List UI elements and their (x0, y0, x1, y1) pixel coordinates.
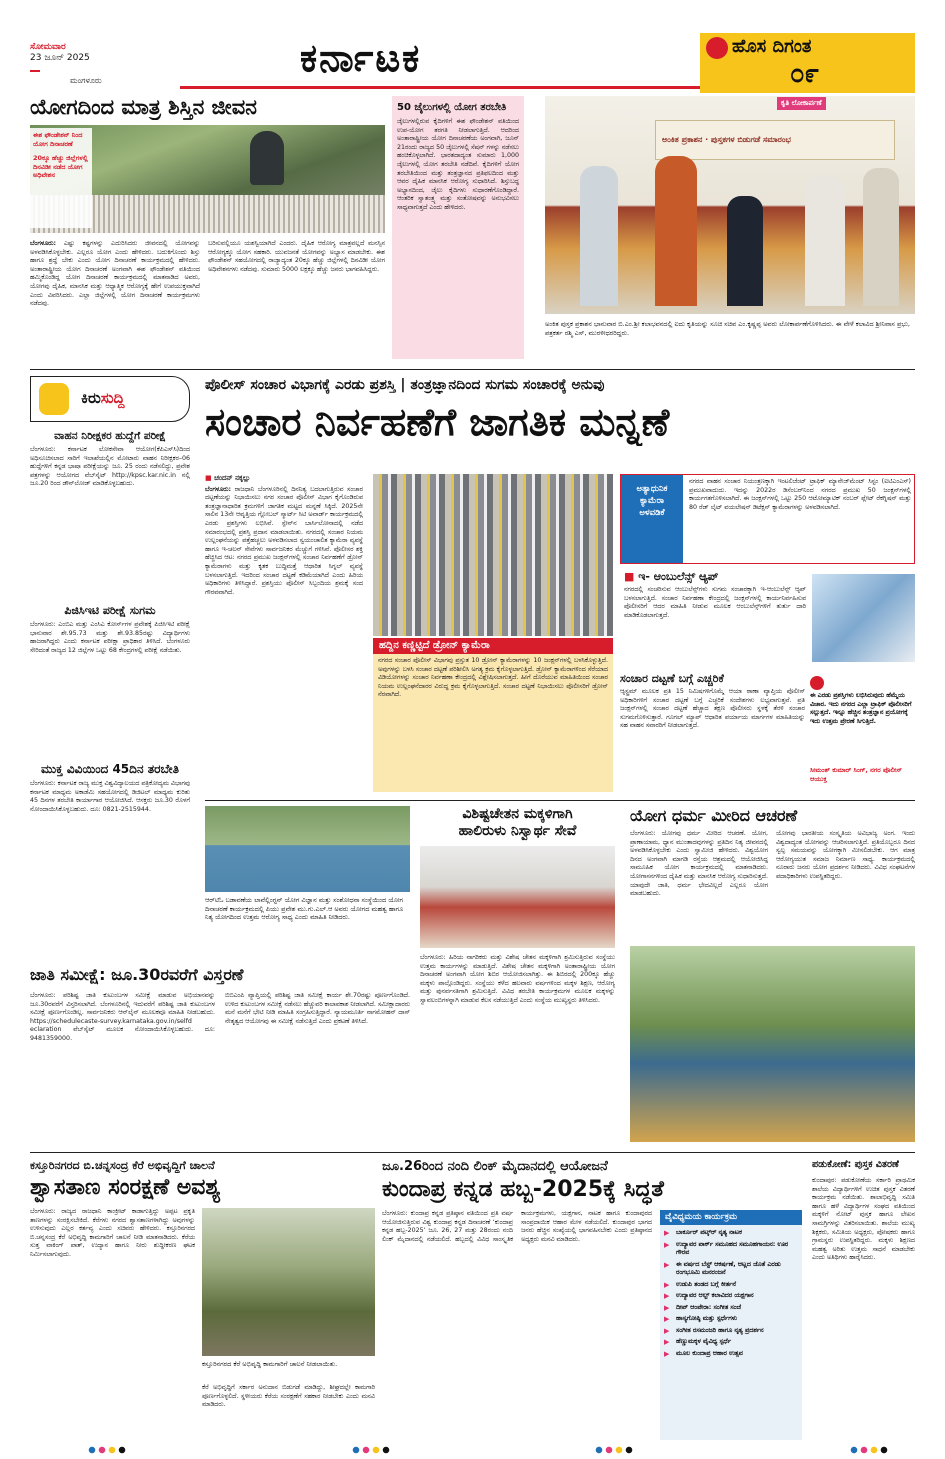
registration-marks-left (88, 1446, 128, 1454)
eambulance-text: ನಗರದಲ್ಲಿ ಸಂಚರಿಸುವ ಆಂಬುಲೆನ್ಸ್‌ಗಳು ಸುಗಮ ಸಂಚಾರಕ್ಕಾಗಿ ಇ-ಆಂಬುಲೆನ್ಸ್ ಆ್ಯಪ್ ಬಳಸಲಾಗುತ್ತಿದೆ. ಸಂಚಾರ ನಿರ್ವಹಣಾ ಕೇಂದ್ರದಲ್ಲಿ ಜಂಕ್ಷನ್‌ಗಳಲ್ಲಿ ಕಾರ್ಯನಿರ್ವಹಿಸುವ ಪೊಲೀಸರಿಗೆ ಆದರ ಮಾಹಿತಿ ನೀಡುವ ಮೂಲಕ ಆಂಬುಲೆನ್ಸ್‌ಗಳಿಗೆ ತುರ್ತು ದಾರಿ ಮಾಡಿಕೊಡಲಾಗುತ್ತದೆ. (624, 586, 806, 619)
brand-block (700, 33, 915, 93)
brand-name: ಹೊಸ ದಿಗಂತ (732, 36, 812, 57)
kiru-title-a: ಕಿರು (81, 389, 101, 407)
hands-story (420, 806, 615, 1146)
eambulance-box (620, 570, 915, 666)
kiru-item-3-text: ಬೆಂಗಳೂರು: ಕರ್ನಾಟಕ ರಾಜ್ಯ ಮುಕ್ತ ವಿಶ್ವವಿದ್ಯಾಲಯದ ಪತ್ರಿಕೋದ್ಯಮ ವಿಭಾಗವು ಕರ್ನಾಟಕ ಮಾಧ್ಯಮ ಅಕಾಡೆಮಿ ಸಹಯೋಗದಲ್ಲಿ ಡಿಜಿಟಲ್ ಮಾಧ್ಯಮ ಕುರಿತು 45 ದಿನಗಳ ತರಬೇತಿ ಕಾರ್ಯಾಗಾರ ಆಯೋಜಿಸಿದೆ. ಆಸಕ್ತರು ಜೂ.30 ರೊಳಗೆ ನೋಂದಾಯಿಸಿಕೊಳ್ಳಬಹುದು. ದೂ: 0821-2515944. (30, 780, 190, 813)
jail-box-text: ಜೈಲುಗಳಲ್ಲಿರುವ ಕೈದಿಗಳಿಗೆ ಈಶ ಫೌಂಡೇಶನ್ ವತಿಯಿಂದ ಉಪ-ಯೋಗ ತರಗತಿ ನೀಡಲಾಗುತ್ತಿದೆ. ಆದರಿಂದ ಅಂತಾರಾಷ್ಟ್ರೀಯ ಯೋಗ ದಿನಾಚರಣೆಯ ಅಂಗವಾಗಿ, ಜೂನ್ 21ರಂದು ರಾಜ್ಯದ 50 ಜೈಲುಗಳಲ್ಲಿ ಸೆಷನ್ ಗಳನ್ನು ನಡೆಸಲು ಹಂಚಿಕೊಳ್ಳಲಾಗಿದೆ. ಭಾರತದಾದ್ಯಂತ ಸುಮಾರು 1,000 ಜೈಲುಗಳಲ್ಲಿ ಯೋಗ ತರಬೇತಿ ನಡೆದಿವೆ. ಕೈದಿಗಳಿಗೆ ಯೋಗ ತರಬೇತಿಯಿಂದ ಮತ್ತು ತಂತ್ರಜ್ಞಾನದ ಪ್ರತಿಫಲದಿಂದ ಮತ್ತು ಆವರ ದೈಹಿಕ ಮಾನಸಿಕ ಆರೋಗ್ಯ ಸುಧಾರಿಸಿದೆ. ಶಿಸ್ತುಬದ್ಧ ಅಭ್ಯಾಸದಿಂದ, ಜೈಲು ಕೈದಿಗಳು ಸುಧಾರಣೆಗೊಂಡಿದ್ದಾರೆ. ಆಂತರಿಕ ಸ್ವಾತಂತ್ರ್ಯ ಮತ್ತು ಸಂತೋಷವನ್ನು ಅನುಭವಿಸಲು ಸಾಧ್ಯವಾಗುತ್ತದೆ ಎಂದು ಹೇಳಿದರು. (397, 118, 519, 211)
yoga-bullet-2: 20ಕ್ಕೂ ಹೆಚ್ಚು ಜಿಲ್ಲೆಗಳಲ್ಲಿ ದಿನವಿಡೀ ನಡೆದ ಯೋಗ ಅಧಿವೇಶನ (33, 154, 88, 179)
padukone-headline: ಪಡುಕೋಣೆ: ಪುಸ್ತಕ ವಿತರಣೆ (812, 1159, 899, 1170)
lake-kicker: ಕಸ್ತೂರಿನಗರದ ಬಿ.ಚನ್ನಸಂದ್ರ ಕೆರೆ ಅಭಿವೃದ್ಧಿಗೆ ಚಾಲನೆ (30, 1159, 215, 1172)
book-release-tag: ಕೃತಿ ಲೋಕಾರ್ಪಣೆ (777, 97, 826, 110)
traffic-story (205, 376, 915, 794)
masthead-left-line (30, 70, 40, 72)
program-item: ▶ ಉದ್ಯಾವರ ಆಲ್ಟ್ ಕಲಾವಿದರ ಯಕ್ಷಗಾನ (664, 1292, 798, 1301)
date-block (30, 42, 170, 72)
kiru-item-2-text: ಬೆಂಗಳೂರು: ಎಂಬಿಎ ಮತ್ತು ಎಂಸಿಎ ಕೋರ್ಸ್‌ಗಳ ಪ್ರವೇಶಕ್ಕೆ ಪಿಜಿಸಿಇಟಿ ಪರೀಕ್ಷೆ ಭಾನುವಾರ ಶೇ.95.73 ಮತ್ತು ಶೇ.93.85ರಷ್ಟು ವಿದ್ಯಾರ್ಥಿಗಳು ಹಾಜರಾಗಿದ್ದರು ಎಂದು ಕರ್ನಾಟಕ ಪರೀಕ್ಷಾ ಪ್ರಾಧಿಕಾರ ತಿಳಿಸಿದೆ. ಬೆಂಗಳೂರು ಸೇರಿದಂತೆ ರಾಜ್ಯದ 12 ಜಿಲ್ಲೆಗಳ ಒಟ್ಟು 68 ಕೇಂದ್ರಗಳಲ್ಲಿ ಪರೀಕ್ಷೆ ನಡೆಯಿತು. (30, 621, 190, 654)
divider-mid (205, 800, 915, 801)
program-item: ▶ ಬಾರ್ಕೂರ್ ಪಟ್ಕ್‌ರ್ ನೃತ್ಯ ನಾಟಕ (664, 1229, 798, 1238)
eambulance-title-text: ಇ- ಆಂಬುಲೆನ್ಸ್ ಆ್ಯಪ್ (638, 570, 719, 583)
program-item: ▶ ಉದ್ಯಾವರ ಪಾರ್ಕ್ ಸಮೂಹದ ಸಮೂಹಗಾಯನ: ಊರ ಗೌರವ (664, 1241, 798, 1258)
yoga-mats-photo (205, 806, 410, 892)
kiru-suddi-title (81, 389, 125, 407)
adiyogi-statue-icon (250, 131, 284, 185)
page-number: ೦೯ (790, 59, 820, 89)
book-release-caption: ಅಂಕಿತ ಪುಸ್ತಕ ಪ್ರಕಾಶನ ಭಾನುವಾರ ಬಿ.ಎಂ.ಶ್ರೀ ಕಲಾಭವನದಲ್ಲಿ ಐದು ಕೃತಿಯನ್ನು ಸೂಚಿ ಸಚಿವ ಎಂ.ಕೃಷ್ಣಪ್ಪ ಅವರು ಲೋಕಾರ್ಪಣೆಗೊಳಿಸಿದರು. ಈ ವೇಳೆ ಕಲಾವಿದ ಶ್ರೀನಿವಾಸ ಪ್ರಭು, ಪತ್ರಕರ್ತ ರಶ್ಮಿ ಎಸ್, ಮುರಳೀಧರರಿದ್ದರು. (545, 320, 910, 337)
dharma-photo (630, 946, 915, 1142)
dharma-headline: ಯೋಗ ಧರ್ಮ ಮೀರಿದ ಆಚರಣೆ (630, 806, 798, 825)
masthead-red-bar (180, 86, 700, 89)
kundapra-body: ಬೆಂಗಳೂರು: ಕುಂದಾಪ್ರ ಕನ್ನಡ ಪ್ರತಿಷ್ಠಾನ ವತಿಯಿಂದ ಪ್ರತಿ ವರ್ಷ ಆಯೋಜಿಸುತ್ತಿರುವ ವಿಶ್ವ ಕುಂದಾಪ್ರ ಕನ್ನಡ ದಿನಾಚರಣೆ ‘ಕುಂದಾಪ್ರ ಕನ್ನಡ ಹಬ್ಬ-2025’ ಜೂ. 26, 27 ಮತ್ತು 28ರಂದು ನಂದಿ ಲಿಂಕ್ ಮೈದಾನದಲ್ಲಿ ನಡೆಯಲಿದೆ. ಹಬ್ಬದಲ್ಲಿ ವಿವಿಧ ಸಾಂಸ್ಕೃತಿಕ ಕಾರ್ಯಕ್ರಮಗಳು, ಯಕ್ಷಗಾನ, ನಾಟಕ ಹಾಗೂ ಕುಂದಾಪುರದ ಸಾಂಪ್ರದಾಯಿಕ ಆಹಾರ ಮೇಳ ನಡೆಯಲಿದೆ. ಕುಂದಾಪುರ ಭಾಗದ ಜನರು ಹೆಚ್ಚಿನ ಸಂಖ್ಯೆಯಲ್ಲಿ ಭಾಗವಹಿಸಬೇಕು ಎಂದು ಪ್ರತಿಷ್ಠಾನದ ಅಧ್ಯಕ್ಷರು ಮನವಿ ಮಾಡಿದರು. (382, 1210, 652, 1243)
yoga-dateline: ಬೆಂಗಳೂರು: (30, 240, 57, 247)
dense-text: ಆ್ಯಸ್ಟ್ರಮ್ ಮೂಲಕ ಪ್ರತಿ 15 ನಿಮಿಷಗಳಿಗೊಮ್ಮೆ ಆಯಾ ಠಾಣಾ ವ್ಯಾಪ್ತಿಯ ಪೊಲೀಸ್ ಅಧಿಕಾರಿಗಳಿಗೆ ಸಂಚಾರ ದಟ್ಟಣೆ ಬಗ್ಗೆ ಎಚ್ಚರಿಕೆ ಸಂದೇಶಗಳು ಲಭ್ಯವಾಗುತ್ತವೆ. ಪ್ರತಿ ಜಂಕ್ಷನ್‌ಗಳಲ್ಲಿ ಸಂಚಾರ ದಟ್ಟಣೆ ಹೆಚ್ಚಾದ ತಕ್ಷಣ ಪೊಲೀಸರು ಸ್ಥಳಕ್ಕೆ ತೆರಳಿ ಸಂಚಾರ ಸುಗಮಗೊಳಿಸುತ್ತಾರೆ. ಗೂಗಲ್ ಮ್ಯಾಪ್ ಆಧಾರಿತ ಪರ್ಯಾಯ ಮಾರ್ಗಗಳ ಮಾಹಿತಿಯನ್ನು ಸಹ ವಾಹನ ಸವಾರರಿಗೆ ನೀಡಲಾಗುತ್ತದೆ. (620, 688, 805, 730)
yoga-col1 (30, 240, 200, 358)
traffic-byline-text: ಚಂದನ್ ನಕ್ಕಲ್ಲು (214, 474, 251, 482)
kiru-title-b: ಸುದ್ದಿ (100, 389, 125, 407)
program-item: ▶ ಸಂಗೀತ ರಸಮಂಜರಿ ಹಾಗೂ ನೃತ್ಯ ಪ್ರದರ್ಶನ (664, 1327, 798, 1336)
masthead (0, 0, 945, 92)
traffic-kicker: ಪೊಲೀಸ್ ಸಂಚಾರ ವಿಭಾಗಕ್ಕೆ ಎರಡು ಪ್ರಶಸ್ತಿ | ತಂತ್ರಜ್ಞಾನದಿಂದ ಸುಗಮ ಸಂಚಾರಕ್ಕೆ ಅನುವು (205, 377, 605, 393)
registration-marks-center (352, 1446, 392, 1454)
program-item: ▶ ಉಡುಪಿ ತಂಡದ ಬಗ್ಗೆ ಕೀರ್ತನೆ (664, 1281, 798, 1290)
traffic-photo (373, 474, 613, 636)
hands-photo (420, 846, 615, 948)
caste-col1: ಬೆಂಗಳೂರು: ಪರಿಶಿಷ್ಟ ಜಾತಿ ಕುಟುಂಬಗಳ ಸಮೀಕ್ಷೆ ಮಾಡುವ ಅಭಿಯಾನವನ್ನು ಜೂ.30ರವರೆಗೆ ವಿಸ್ತರಿಸಲಾಗಿದೆ. ಬೆಂಗಳೂರಿನಲ್ಲಿ ಇದುವರೆಗೆ ಪರಿಶಿಷ್ಟ ಜಾತಿ ಕುಟುಂಬಗಳ ಸಮೀಕ್ಷೆ ಪೂರ್ಣಗೊಂಡಿಲ್ಲ. ಸಾರ್ವಜನಿಕರು ಆನ್‌ಲೈನ್ ಮೂಲಕವೂ ಮಾಹಿತಿ ನೀಡಬಹುದು. https://schedulecaste-survey.karnataka.gov.in/selfd eclaration ವೆಬ್‌ಸೈಟ್ ಮೂಲಕ ನೋಂದಾಯಿಸಿಕೊಳ್ಳಬಹುದು. ದೂ: 9481359000. (30, 992, 215, 1042)
caste-col2: ಬಿಬಿಎಂಪಿ ವ್ಯಾಪ್ತಿಯಲ್ಲಿ ಪರಿಶಿಷ್ಟ ಜಾತಿ ಸಮೀಕ್ಷೆ ಕಾರ್ಯ ಶೇ.70ರಷ್ಟು ಪೂರ್ಣಗೊಂಡಿದೆ. ಉಳಿದ ಕುಟುಂಬಗಳ ಸಮೀಕ್ಷೆ ನಡೆಸಲು ಹೆಚ್ಚುವರಿ ಕಾಲಾವಕಾಶ ನೀಡಲಾಗಿದೆ. ಸಮೀಕ್ಷಾದಾರರು ಮನೆ ಮನೆಗೆ ಭೇಟಿ ನೀಡಿ ಮಾಹಿತಿ ಸಂಗ್ರಹಿಸುತ್ತಿದ್ದಾರೆ. ನ್ಯಾಯಮೂರ್ತಿ ನಾಗಮೋಹನ್ ದಾಸ್ ನೇತೃತ್ವದ ಆಯೋಗವು ಈ ಸಮೀಕ್ಷೆ ನಡೆಸುತ್ತಿದೆ ಎಂದು ಪ್ರಕಟಣೆ ತಿಳಿಸಿದೆ. (225, 992, 410, 1025)
person-5 (863, 168, 899, 306)
program-box (660, 1210, 802, 1440)
drone-title: ಹದ್ದಿನ ಕಣ್ಣಿಟ್ಟಿದೆ ಡ್ರೋನ್ ಕ್ಯಾಮೆರಾ (373, 638, 613, 654)
jail-box-title: 50 ಜೈಲುಗಳಲ್ಲಿ ಯೋಗ ತರಬೇತಿ (397, 102, 507, 113)
hands-headline-1: ವಿಶಿಷ್ಟಚೇತನ ಮಕ್ಕಳಿಗಾಗಿ (462, 806, 573, 822)
dharma-story (630, 806, 915, 1146)
yoga-photo-caption: ಆರ್‌ಟಿಓ ಬಡಾವಣೆಯ ಲಾವೆಲ್ಲಿಂಗ್ಟನ್ ಯೋಗ ವಿಜ್ಞಾನ ಮತ್ತು ಸಂಶೋಧನಾ ಸಂಸ್ಥೆಯಿಂದ ಯೋಗ ದಿನಾಚರಣೆ ಕಾರ್ಯಕ್ರಮದಲ್ಲಿ ಪಿಯು ಪ್ರವೇಶ ಮು.ಗು.ಎಲ್.ಆ ಅವರು ಯೋಗದ ಮಹತ್ವ ಹಾಗೂ ನಿತ್ಯ ಯೋಗದಿಂದ ಉತ್ತಮ ಆರೋಗ್ಯ ಸಾಧ್ಯ ಎಂದು ಮಾಹಿತಿ ನೀಡಿದರು. (205, 896, 404, 922)
divider-bottom (30, 1152, 915, 1153)
lake-body-2: ಕೆರೆ ಅಭಿವೃದ್ಧಿಗೆ ಸರ್ಕಾರ ಅನುದಾನ ಬಿಡುಗಡೆ ಮಾಡಿದ್ದು, ಶೀಘ್ರದಲ್ಲೇ ಕಾಮಗಾರಿ ಪೂರ್ಣಗೊಳ್ಳಲಿದೆ. ಸ್ಥಳೀಯರು ಕೆರೆಯ ಸಂರಕ್ಷಣೆಗೆ ಸಹಕಾರ ನೀಡಬೇಕು ಎಂದು ಮನವಿ ಮಾಡಿದರು. (202, 1384, 375, 1409)
camera-label: ಅತ್ಯಾಧುನಿಕ ಕ್ಯಾಮೆರಾ ಅಳವಡಿಕೆ (621, 475, 683, 563)
hands-body: ಬೆಂಗಳೂರು: ಹಿರಿಯ ನಾಗರಿಕರು ಮತ್ತು ವಿಶೇಷ ಚೇತನ ಮಕ್ಕಳಿಗಾಗಿ ಶ್ರಮಿಸುತ್ತಿರುವ ಸಂಸ್ಥೆಯು ಉತ್ತಮ ಕಾರ್ಯಗಳನ್ನು ಮಾಡುತ್ತಿದೆ. ವಿಶೇಷ ಚೇತನ ಮಕ್ಕಳಿಗಾಗಿ ಅಂತಾರಾಷ್ಟ್ರೀಯ ಯೋಗ ದಿನಾಚರಣೆ ಅಂಗವಾಗಿ ಯೋಗ ಶಿಬಿರ ಆಯೋಜಿಸಲಾಗಿತ್ತು. ಈ ಶಿಬಿರದಲ್ಲಿ 200ಕ್ಕೂ ಹೆಚ್ಚು ಮಕ್ಕಳು ಪಾಲ್ಗೊಂಡಿದ್ದರು. ಸಂಸ್ಥೆಯು ಕಳೆದ ಹಲವಾರು ವರ್ಷಗಳಿಂದ ಮಕ್ಕಳ ಶಿಕ್ಷಣ, ಆರೋಗ್ಯ ಮತ್ತು ಪುನರ್ವಸತಿಗಾಗಿ ಶ್ರಮಿಸುತ್ತಿದೆ. ವಿವಿಧ ತರಬೇತಿ ಕಾರ್ಯಕ್ರಮಗಳ ಮೂಲಕ ಮಕ್ಕಳನ್ನು ಸ್ವಾವಲಂಬಿಗಳನ್ನಾಗಿ ಮಾಡುವ ಕೆಲಸ ನಡೆಯುತ್ತಿದೆ ಎಂದು ಸಂಸ್ಥೆಯ ಮುಖ್ಯಸ್ಥರು ತಿಳಿಸಿದರು. (420, 954, 615, 1004)
yoga-col1-text: ಎಷ್ಟು ಕಷ್ಟಗಳನ್ನು ಎದುರಿಸಿದರು ಜೀವನದಲ್ಲಿ ಯೋಗವನ್ನು ಅಳವಡಿಸಿಕೊಳ್ಳಬೇಕು. ಎಲ್ಲರೂ ಯೋಗ ಎಂದು ಹೇಳಿದರು. ಬದುಕಿಗೊಂದು ಶಿಸ್ತು ಹಾಗೂ ಶ್ರದ್ಧೆ ಬೇಕು ಎಂದು ಯೋಗ ದಿನಾಚರಣೆ ಕಾರ್ಯಕ್ರಮದಲ್ಲಿ ಹೇಳಿದರು. ಅಂತಾರಾಷ್ಟ್ರೀಯ ಯೋಗ ದಿನಾಚರಣೆ ಅಂಗವಾಗಿ ಈಶ ಫೌಂಡೇಶನ್ ವತಿಯಿಂದ ಹಮ್ಮಿಕೊಂಡಿದ್ದ ಯೋಗ ದಿನಾಚರಣೆ ಕಾರ್ಯಕ್ರಮದಲ್ಲಿ ಮಾತನಾಡಿದ ಅವರು, ಯೋಗವು ದೈಹಿಕ, ಮಾನಸಿಕ ಮತ್ತು ಆಧ್ಯಾತ್ಮಿಕ ಆರೋಗ್ಯಕ್ಕೆ ಹೇಗೆ ಉಪಯುಕ್ತವಾಗಿದೆ ಎಂದು ವಿವರಿಸಿದರು. ಎಲ್ಲಾ ಜಿಲ್ಲೆಗಳಲ್ಲಿ ಯೋಗ ದಿನಾಚರಣೆ ಕಾರ್ಯಕ್ರಮಗಳು ನಡೆದವು. (30, 240, 200, 308)
traffic-byline (205, 474, 363, 483)
kundapra-story (382, 1158, 802, 1443)
lake-caption: ಕಸ್ತೂರಿನಗರದ ಕೆರೆ ಅಭಿವೃದ್ಧಿ ಕಾಮಗಾರಿಗೆ ಚಾಲನೆ ನೀಡಲಾಯಿತು. (202, 1360, 338, 1368)
masthead-day: ಸೋಮವಾರ (30, 42, 66, 52)
kiru-item-1-text: ಬೆಂಗಳೂರು: ಕರ್ನಾಟಕ ಲೋಕಸೇವಾ ಆಯೋಗ(ಕೆಪಿಎಸ್‌ಸಿ)ದಿಂದ ಅಧಿಸೂಚಿಸಲಾದ ಸಾರಿಗೆ ಇಲಾಖೆಯಲ್ಲಿನ ಮೋಟಾರು ವಾಹನ ನಿರೀಕ್ಷಕರ–06 ಹುದ್ದೆಗಳಿಗೆ ಕನ್ನಡ ಭಾಷಾ ಪರೀಕ್ಷೆಯನ್ನು ಜೂ. 25 ರಂದು ನಡೆಸಲಿದ್ದು, ಪ್ರವೇಶ ಪತ್ರಗಳನ್ನು ಆಯೋಗದ ವೆಬ್‌ಸೈಟ್ http://kpsc.kar.nic.in ನಲ್ಲಿ ಜೂ.20 ರಿಂದ ಡೌನ್‌ಲೋಡ್ ಮಾಡಿಕೊಳ್ಳಬಹುದು. (30, 446, 190, 488)
yoga-story (30, 94, 385, 359)
quote-box (810, 676, 915, 790)
brand-logo-icon (706, 37, 728, 59)
program-list (660, 1225, 802, 1358)
person-1 (580, 166, 618, 306)
yoga-photo-story (205, 806, 410, 956)
kundapra-kicker: ಜೂ.26ರಿಂದ ನಂದಿ ಲಿಂಕ್ ಮೈದಾನದಲ್ಲಿ ಆಯೋಜನೆ (382, 1159, 608, 1174)
eambulance-bullet-icon: ■ (624, 570, 639, 583)
quote-author: ಸೀಮಂತ್ ಕುಮಾರ್ ಸಿಂಗ್, ನಗರ ಪೊಲೀಸ್ ಆಯುಕ್ತ (810, 766, 902, 783)
caste-headline: ಜಾತಿ ಸಮೀಕ್ಷೆ: ಜೂ.30ರವರೆಗೆ ವಿಸ್ತರಣೆ (30, 965, 244, 984)
yoga-bullet-1: ಈಶ ಫೌಂಡೇಶನ್ ನಿಂದ ಯೋಗ ದಿನಾಚರಣೆ (33, 131, 83, 148)
dense-title: ಸಂಚಾರ ದಟ್ಟಣೆ ಬಗ್ಗೆ ಎಚ್ಚರಿಕೆ (620, 672, 724, 685)
kiru-item-2 (30, 604, 190, 754)
program-item: ▶ ಮೂಲ ಕುಂದಾಪ್ರ ಆಹಾರ ಉತ್ಸವ (664, 1350, 798, 1359)
caste-story (30, 964, 410, 1146)
registration-marks-far-right (850, 1446, 890, 1454)
eambulance-graphic (812, 574, 915, 662)
lake-headline: ಶ್ವಾಸತಾಣ ಸಂರಕ್ಷಣೆ ಅವಶ್ಯ (30, 1175, 221, 1200)
masthead-date: 23 ಜೂನ್ 2025 (30, 53, 90, 63)
drone-text: ನಗರದ ಸಂಚಾರ ಪೊಲೀಸ್ ವಿಭಾಗವು ಪ್ರಸ್ತುತ 10 ಡ್ರೋನ್ ಕ್ಯಾಮೆರಾಗಳನ್ನು 10 ಜಂಕ್ಷನ್‌ಗಳಲ್ಲಿ ಬಳಸಿಕೊಳ್ಳುತ್ತಿದೆ. ಅವುಗಳನ್ನು ಬಳಸಿ ಸಂಚಾರ ದಟ್ಟಣೆ ಪರಿಶೀಲಿಸಿ ಅಗತ್ಯ ಕ್ರಮ ಕೈಗೊಳ್ಳಲಾಗುತ್ತಿದೆ. ಡ್ರೋನ್ ಕ್ಯಾಮೆರಾಗಳಿಂದ ಸೆರೆಯಾದ ವಿಡಿಯೋಗಳನ್ನು ಸಂಚಾರ ನಿರ್ವಹಣಾ ಕೇಂದ್ರದಲ್ಲಿ ವಿಶ್ಲೇಷಿಸಲಾಗುತ್ತದೆ. ಹೀಗೆ ದೊರೆಯುವ ಮಾಹಿತಿಯಿಂದ ಸಂಚಾರ ನಿಯಮ ಉಲ್ಲಂಘನೆದಾರರ ವಿರುದ್ಧ ಕ್ರಮ ಕೈಗೊಳ್ಳಲಾಗುತ್ತಿದೆ. ಸಂಚಾರ ದಟ್ಟಣೆ ನಿಭಾಯಿಸಲು ಪೊಲೀಸರಿಗೆ ಡ್ರೋನ್ ನೆರವಾಗಿದೆ. (378, 657, 608, 699)
byline-bullet-icon: ■ (205, 474, 215, 482)
eambulance-title (624, 570, 718, 584)
program-item: ▶ ಹಾಸ್ಯಗೋಷ್ಠಿ ಮತ್ತು ಸ್ಪರ್ಧೆಗಳು (664, 1315, 798, 1324)
person-4 (805, 176, 845, 306)
kiru-suddi (30, 376, 190, 956)
hand-icon (39, 383, 69, 415)
program-title: ವೈವಿಧ್ಯಮಯ ಕಾರ್ಯಕ್ರಮ (660, 1210, 802, 1225)
padukone-body: ಕುಂದಾಪುರ: ಪಡುಕೋಣೆಯ ಸರ್ಕಾರಿ ಪ್ರಾಥಮಿಕ ಶಾಲೆಯ ವಿದ್ಯಾರ್ಥಿಗಳಿಗೆ ಉಚಿತ ಪುಸ್ತಕ ವಿತರಣೆ ಕಾರ್ಯಕ್ರಮ ನಡೆಯಿತು. ಶಾಲಾಭಿವೃದ್ಧಿ ಸಮಿತಿ ಹಾಗೂ ಹಳೆ ವಿದ್ಯಾರ್ಥಿಗಳ ಸಂಘದ ವತಿಯಿಂದ ಮಕ್ಕಳಿಗೆ ನೋಟ್ ಪುಸ್ತಕ ಹಾಗೂ ಲೇಖನ ಸಾಮಗ್ರಿಗಳನ್ನು ವಿತರಿಸಲಾಯಿತು. ಶಾಲೆಯ ಮುಖ್ಯ ಶಿಕ್ಷಕರು, ಸಮಿತಿಯ ಅಧ್ಯಕ್ಷರು, ಪೋಷಕರು ಹಾಗೂ ಗ್ರಾಮಸ್ಥರು ಉಪಸ್ಥಿತರಿದ್ದರು. ಮಕ್ಕಳು ಶಿಕ್ಷಣದ ಮಹತ್ವ ಅರಿತು ಉತ್ತಮ ಸಾಧನೆ ಮಾಡಬೇಕು ಎಂದು ಅತಿಥಿಗಳು ಹಾರೈಸಿದರು. (812, 1177, 915, 1262)
dharma-col2: ಯೋಗವು ಭಾರತೀಯ ಸಂಸ್ಕೃತಿಯ ಅವಿಭಾಜ್ಯ ಅಂಗ. ಇಂದು ವಿಶ್ವದಾದ್ಯಂತ ಯೋಗವನ್ನು ಆಚರಿಸಲಾಗುತ್ತಿದೆ. ಪ್ರತಿಯೊಬ್ಬರೂ ದಿನದ ಸ್ವಲ್ಪ ಸಮಯವನ್ನು ಯೋಗಕ್ಕಾಗಿ ಮೀಸಲಿಡಬೇಕು. ಆಗ ಮಾತ್ರ ಆರೋಗ್ಯಯುತ ಸಮಾಜ ನಿರ್ಮಾಣ ಸಾಧ್ಯ. ಕಾರ್ಯಕ್ರಮದಲ್ಲಿ ನೂರಾರು ಜನರು ಯೋಗ ಪ್ರದರ್ಶನ ನೀಡಿದರು. ವಿವಿಧ ಸಂಘಟನೆಗಳ ಪದಾಧಿಕಾರಿಗಳು ಉಪಸ್ಥಿತರಿದ್ದರು. (776, 830, 915, 880)
registration-marks-right (595, 1446, 635, 1454)
dharma-col1: ಬೆಂಗಳೂರು: ಯೋಗವು ಧರ್ಮ ಮೀರಿದ ಆಚರಣೆ. ಯೋಗ, ಪ್ರಾಣಾಯಾಮ, ಧ್ಯಾನ ಮುಂತಾದವುಗಳನ್ನು ಪ್ರತಿದಿನ ನಿತ್ಯ ಜೀವನದಲ್ಲಿ ಅಳವಡಿಸಿಕೊಳ್ಳಬೇಕು ಎಂದು ಸ್ವಾಮೀಜಿ ಹೇಳಿದರು. ವಿಶ್ವಯೋಗ ದಿನದ ಅಂಗವಾಗಿ ಮಾಗಡಿ ರಸ್ತೆಯ ಆಶ್ರಮದಲ್ಲಿ ಆಯೋಜಿಸಿದ್ದ ಸಾಮೂಹಿಕ ಯೋಗ ಕಾರ್ಯಕ್ರಮದಲ್ಲಿ ಮಾತನಾಡಿದರು. ಯೋಗಾಸನಗಳಿಂದ ದೈಹಿಕ ಮತ್ತು ಮಾನಸಿಕ ಆರೋಗ್ಯ ಸುಧಾರಿಸುತ್ತದೆ. ಯಾವುದೇ ಜಾತಿ, ಧರ್ಮ ಭೇದವಿಲ್ಲದೆ ಎಲ್ಲರೂ ಯೋಗ ಮಾಡಬಹುದು. (630, 830, 768, 898)
kiru-item-2-head: ಪಿಜಿಸಿಇಟಿ ಪರೀಕ್ಷೆ ಸುಗಮ (64, 604, 156, 617)
event-banner-text: ಅಂಕಿತ ಪ್ರಕಾಶನ · ಪುಸ್ತಕಗಳ ಬಿಡುಗಡೆ ಸಮಾರಂಭ (662, 135, 791, 144)
jail-yoga-box (392, 96, 524, 359)
kiru-item-3-head: ಮುಕ್ತ ವಿವಿಯಿಂದ 45ದಿನ ತರಬೇತಿ (41, 762, 179, 776)
yoga-bullet-box (30, 128, 92, 228)
kiru-suddi-header (30, 376, 190, 422)
event-banner (655, 120, 895, 160)
book-release (545, 96, 915, 361)
yoga-headline: ಯೋಗದಿಂದ ಮಾತ್ರ ಶಿಸ್ತಿನ ಜೀವನ (30, 95, 257, 119)
program-item: ▶ ಈ ವರ್ಷದ ಬೆಸ್ಟ್ ಆಕರ್ಷಣೆ, ಆಟ್ಲದ ಜೊತೆ ಎರಡು ರಂಗಭೂಮಿ ಮನರಂಜನೆ (664, 1261, 798, 1278)
yoga-col2: ಬರಿಸುವಲ್ಲಿಯೂ ಯಶಸ್ವಿಯಾಗಿದೆ ಎಂದರು. ದೈಹಿಕ ಆರೋಗ್ಯ ಮಾತ್ರವಲ್ಲದೆ ಮನಸ್ಸಿನ ಆರೋಗ್ಯಕ್ಕೂ ಯೋಗ ಸಹಕಾರಿ. ಯುವಜನತೆ ಯೋಗವನ್ನು ಅಭ್ಯಾಸ ಮಾಡಬೇಕು. ಈಶ ಫೌಂಡೇಶನ್ ಸಹಯೋಗದಲ್ಲಿ ರಾಜ್ಯಾದ್ಯಂತ 20ಕ್ಕೂ ಹೆಚ್ಚು ಜಿಲ್ಲೆಗಳಲ್ಲಿ ದಿನವಿಡೀ ಯೋಗ ಅಧಿವೇಶನಗಳು ನಡೆದವು. ಸುಮಾರು 5000 ಲಕ್ಷಕ್ಕೂ ಹೆಚ್ಚು ಜನರು ಭಾಗವಹಿಸಿದ್ದರು. (208, 240, 385, 273)
hands-headline-2: ಹಾಲಿರುಳು ನಿಸ್ವಾರ್ಥ ಸೇವೆ (458, 823, 577, 839)
quote-icon (810, 676, 824, 690)
book-release-photo (545, 96, 915, 314)
traffic-body (205, 474, 363, 792)
divider-top (30, 369, 915, 370)
kiru-item-1 (30, 430, 190, 600)
lake-story (30, 1158, 375, 1443)
traffic-headline: ಸಂಚಾರ ನಿರ್ವಹಣೆಗೆ ಜಾಗತಿಕ ಮನ್ನಣೆ (205, 400, 670, 444)
quote-text: ಈ ಎರಡು ಪ್ರಶಸ್ತಿಗಳು ಲಭಿಸಿರುವುದು ಹೆಮ್ಮೆಯ ವಿಚಾರ. ಇದು ನಗರದ ಎಲ್ಲಾ ಟ್ರಾಫಿಕ್ ಪೊಲೀಸರಿಗೆ ಸಲ್ಲುತ್ತದೆ. ಇನ್ನೂ ಹೆಚ್ಚಿನ ತಂತ್ರಜ್ಞಾನ ಪ್ರಯೋಗಕ್ಕೆ ಇದು ಉತ್ತಮ ಪ್ರೇರಣೆ ಸಿಗುತ್ತಿದೆ. (810, 692, 912, 725)
masthead-section: ಕರ್ನಾಟಕ (300, 36, 422, 80)
kiru-item-3 (30, 762, 190, 952)
lake-body: ಬೆಂಗಳೂರು: ರಾಜ್ಯದ ರಾಜಧಾನಿ ಕಾಂಕ್ರೀಟ್ ಕಾಡಾಗುತ್ತಿದ್ದು ಅಪ್ಪಟ ಪ್ರಕೃತಿ ತಾಣಗಳನ್ನು ಸಂರಕ್ಷಿಸಬೇಕಿದೆ. ಕೆರೆಗಳು ನಗರದ ಶ್ವಾಸತಾಣಗಳಾಗಿದ್ದು ಅವುಗಳನ್ನು ಉಳಿಸುವುದು ಎಲ್ಲರ ಕರ್ತವ್ಯ ಎಂದು ಸಚಿವರು ಹೇಳಿದರು. ಕಸ್ತೂರಿನಗರದ ಬಿ.ಚನ್ನಸಂದ್ರ ಕೆರೆ ಅಭಿವೃದ್ಧಿ ಕಾಮಗಾರಿಗೆ ಚಾಲನೆ ನೀಡಿ ಮಾತನಾಡಿದರು. ಕೆರೆಯ ಸುತ್ತ ವಾಕಿಂಗ್ ಪಾತ್, ಉದ್ಯಾನ ಹಾಗೂ ನೀರು ಶುದ್ಧೀಕರಣ ಘಟಕ ನಿರ್ಮಿಸಲಾಗುವುದು. (30, 1208, 195, 1258)
drone-box (373, 638, 613, 792)
camera-text: ನಗರದ ವಾಹನ ಸಂಚಾರ ನಿಯಂತ್ರಣಕ್ಕಾಗಿ ಇಂಟಲಿಜೆಂಟ್ ಟ್ರಾಫಿಕ್ ಮ್ಯಾನೇಜ್‌ಮೆಂಟ್ ಸಿಸ್ಟಂ (ಐಟಿಎಂಎಸ್) ಪ್ರಮುಖವಾದುದು. ಇದನ್ನು 2022ರ ಡಿಸೆಂಬರ್‌ನಿಂದ ನಗರದ ಪ್ರಮುಖ 50 ಜಂಕ್ಷನ್‌ಗಳಲ್ಲಿ ಕಾರ್ಯಗತಗೊಳಿಸಲಾಗಿದೆ. ಈ ಜಂಕ್ಷನ್‌ಗಳಲ್ಲಿ ಒಟ್ಟು 250 ಆಟೋಮ್ಯಾಟಿಕ್ ನಂಬರ್ ಪ್ಲೇಟ್ ರೆಕಗ್ನಿಷನ್ ಮತ್ತು 80 ರೆಡ್ ಲೈಟ್ ವಯಲೇಷನ್ ಡಿಟೆಕ್ಷನ್ ಕ್ಯಾಮೆರಾಗಳನ್ನು ಅಳವಡಿಸಲಾಗಿದೆ. (689, 478, 911, 511)
camera-box (620, 474, 915, 564)
masthead-city: ಮಂಗಳೂರು (70, 76, 102, 85)
kundapra-headline: ಕುಂದಾಪ್ರ ಕನ್ನಡ ಹಬ್ಬ-2025ಕ್ಕೆ ಸಿದ್ಧತೆ (382, 1177, 664, 1202)
traffic-dateline: ಬೆಂಗಳೂರು: (205, 485, 232, 493)
dense-box (620, 672, 805, 792)
program-item: ▶ ದೀಪ್ ಆಂಪೇರಾ: ಸಂಗೀತ ಸಂಜೆ (664, 1304, 798, 1313)
lake-photo (202, 1208, 375, 1356)
traffic-body-text: ರಾಜಧಾನಿ ಬೆಂಗಳೂರಿನಲ್ಲಿ ದಿನನಿತ್ಯ ಬದಲಾಗುತ್ತಿರುವ ಸಂಚಾರ ದಟ್ಟಣೆಯನ್ನು ನಿಭಾಯಿಸಲು ನಗರ ಸಂಚಾರ ಪೊಲೀಸ್ ವಿಭಾಗ ಕೈಗೊಂಡಿರುವ ತಂತ್ರಜ್ಞಾನಾಧಾರಿತ ಕ್ರಮಗಳಿಗೆ ಜಾಗತಿಕ ಮಟ್ಟದ ಮನ್ನಣೆ ಸಿಕ್ಕಿದೆ. 2025ನೇ ಸಾಲಿನ 13ನೇ ಆವೃತ್ತಿಯ ಗ್ಲೋಬಲ್ ಸ್ಮಾರ್ಟ್ ಸಿಟಿ ಅವಾರ್ಡ್ ಕಾರ್ಯಕ್ರಮದಲ್ಲಿ ಎರಡು ಪ್ರಶಸ್ತಿಗಳು ಲಭಿಸಿವೆ. ಸ್ಪೇನ್‌ನ ಬಾರ್ಸಿಲೋನಾದಲ್ಲಿ ನಡೆದ ಸಮಾರಂಭದಲ್ಲಿ ಪ್ರಶಸ್ತಿ ಪ್ರದಾನ ಮಾಡಲಾಯಿತು. ನಗರದಲ್ಲಿ ಸಂಚಾರ ನಿಯಮ ಉಲ್ಲಂಘನೆಯನ್ನು ಪತ್ತೆಹಚ್ಚಲು ಅಳವಡಿಸಲಾದ ಸ್ವಯಂಚಾಲಿತ ಕ್ಯಾಮೆರಾ ವ್ಯವಸ್ಥೆ ಹಾಗೂ ಇ-ಚಲನ್ ಸೇವೆಗಳು ಸಾರ್ವಜನಿಕರ ಮೆಚ್ಚುಗೆ ಗಳಿಸಿವೆ. ಪೊಲೀಸರ ಶಕ್ತಿ ಹೆಚ್ಚಿಸಿದ ಆಟ: ನಗರದ ಪ್ರಮುಖ ಜಂಕ್ಷನ್‌ಗಳಲ್ಲಿ ಸಂಚಾರ ನಿರ್ವಹಣೆಗೆ ಡ್ರೋನ್ ಕ್ಯಾಮೆರಾಗಳು ಮತ್ತು ಕೃತಕ ಬುದ್ಧಿಮತ್ತೆ ಆಧಾರಿತ ಸಿಗ್ನಲ್ ವ್ಯವಸ್ಥೆ ಬಳಸಲಾಗುತ್ತಿದೆ. ಇದರಿಂದ ಸಂಚಾರ ದಟ್ಟಣೆ ಕಡಿಮೆಯಾಗಿದೆ ಎಂದು ಹಿರಿಯ ಅಧಿಕಾರಿಗಳು ತಿಳಿಸಿದ್ದಾರೆ. ಪ್ರಶಸ್ತಿಯು ಪೊಲೀಸ್ ಸಿಬ್ಬಂದಿಯ ಶ್ರಮಕ್ಕೆ ಸಂದ ಗೌರವವಾಗಿದೆ. (205, 485, 363, 596)
person-2 (655, 156, 697, 306)
person-3 (727, 196, 763, 306)
kiru-item-1-head: ವಾಹನ ನಿರೀಕ್ಷಕರ ಹುದ್ದೆಗೆ ಪರೀಕ್ಷೆ (54, 430, 166, 442)
program-item: ▶ ಹೆಣ್ಣುಮಕ್ಕಳ ವೈವಿಧ್ಯ ಸ್ಪರ್ಧೆ (664, 1338, 798, 1347)
padukone-story (812, 1158, 915, 1443)
